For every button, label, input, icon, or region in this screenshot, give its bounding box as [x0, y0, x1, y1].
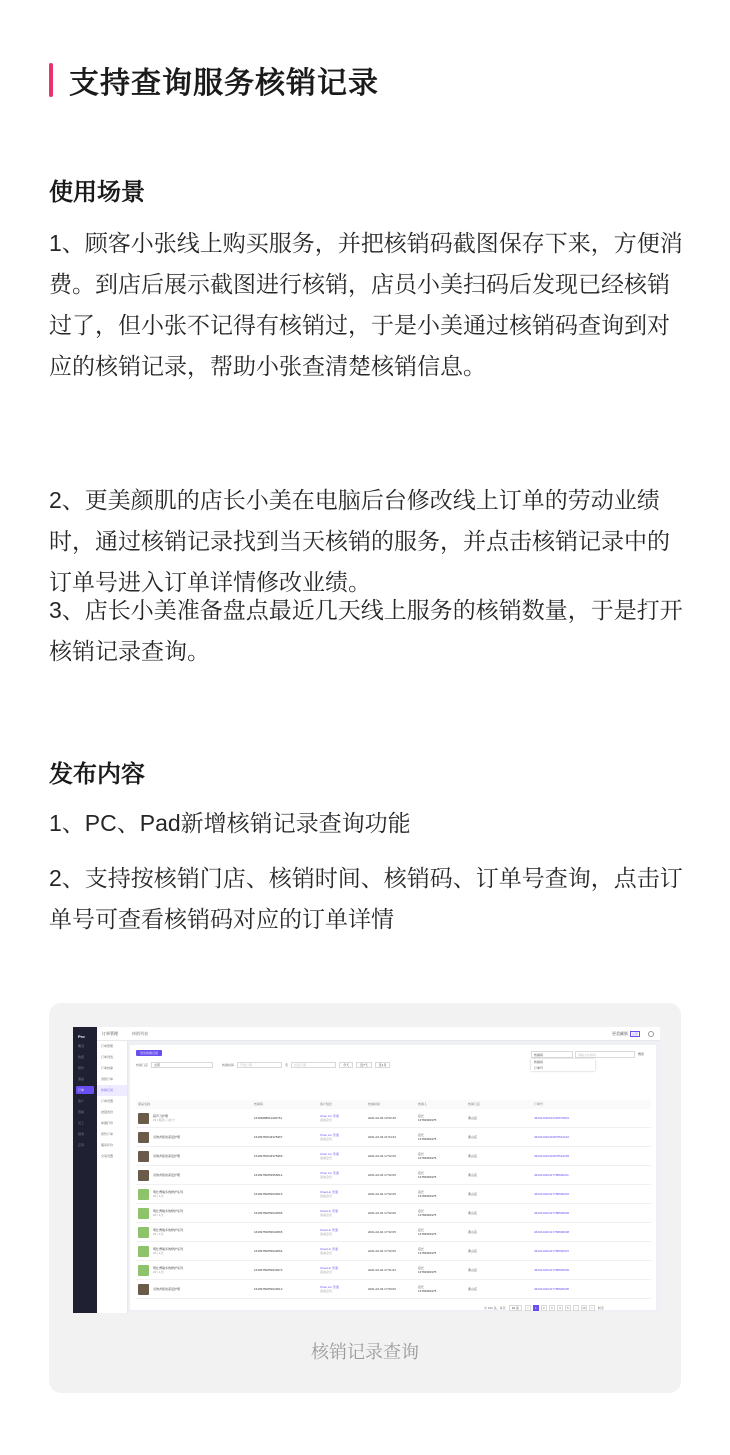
operator-phone: 13784981975 [418, 1194, 437, 1198]
sidebar-item-3[interactable]: 商品 [78, 1077, 85, 1081]
table-row [136, 1261, 651, 1280]
col-store: 核销门店 [468, 1102, 481, 1106]
sidebar-item-8[interactable]: 财务 [78, 1132, 85, 1136]
sub-menu-item-9[interactable]: 服务评价 [101, 1143, 114, 1147]
product-info [153, 1266, 183, 1274]
product-name: 明仕博瑞多效修护系列 [153, 1247, 184, 1251]
cell-order-link[interactable]: 462021020417788990010 [534, 1192, 570, 1196]
product-info [153, 1154, 180, 1158]
topbar-title: 订单管理 [102, 1031, 118, 1036]
goto-label[interactable]: 跳至 [597, 1306, 604, 1310]
col-product: 商品名称 [138, 1102, 151, 1106]
query-input[interactable]: 请输入核销码 [575, 1051, 635, 1058]
cell-customer [320, 1190, 368, 1198]
cell-time: 2021-02-04 21:54:34 [368, 1135, 396, 1139]
customer-link[interactable]: 查看会员 [320, 1270, 333, 1274]
col-time: 核销时间 [368, 1102, 381, 1106]
cell-store: 黄山店 [468, 1230, 478, 1234]
filter-time-label: 核销时间 [222, 1062, 235, 1067]
pagination-total: 共 100 条，每页 [484, 1306, 506, 1310]
cell-time: 2021-02-04 17:52:05 [368, 1249, 396, 1253]
product-thumbnail [138, 1170, 149, 1181]
sidebar-item-9[interactable]: 应用 [78, 1143, 85, 1147]
cell-customer [320, 1285, 368, 1293]
page-button[interactable]: 5 [565, 1305, 571, 1311]
cell-order-link[interactable]: 462021020417788990011 [534, 1173, 569, 1177]
product-name: 双效净肤的深层护理 [153, 1135, 181, 1139]
product-info [153, 1135, 180, 1139]
product-sub: ¥0 | 1次 [153, 1270, 164, 1274]
topbar [97, 1027, 660, 1041]
app-logo: Pro [78, 1034, 85, 1039]
product-name: 明仕博瑞多效修护系列 [153, 1190, 184, 1194]
customer-name[interactable]: ChenLin 普通 [320, 1190, 339, 1194]
table-row [136, 1128, 651, 1147]
sidebar-item-2[interactable]: 预约 [78, 1066, 85, 1070]
cell-product [136, 1208, 254, 1219]
cell-code: 16169750053943016 [254, 1192, 283, 1196]
product-thumbnail [138, 1227, 149, 1238]
product-thumbnail [138, 1132, 149, 1143]
cell-code: 16169750053943013 [254, 1287, 283, 1291]
cell-store: 黄山店 [468, 1287, 478, 1291]
sidebar-item-0[interactable]: 概况 [78, 1044, 85, 1048]
cell-operator [418, 1228, 468, 1236]
cell-product [136, 1284, 254, 1295]
table-row [136, 1204, 651, 1223]
operator-phone: 13784981975 [418, 1213, 437, 1217]
product-sub: ¥0 | 1次 [153, 1213, 164, 1217]
table-row [136, 1280, 651, 1299]
product-name: 超声刀护理 [153, 1114, 169, 1118]
cell-time: 2021-02-06 10:52:46 [368, 1116, 396, 1120]
sub-menu-item-6[interactable]: 批量改价 [101, 1110, 114, 1114]
cell-product [136, 1246, 254, 1257]
cell-operator [418, 1152, 468, 1160]
product-sub: ¥0 | 1次 [153, 1194, 164, 1198]
product-sub: ¥1 | 服务 | 1次卡 [153, 1118, 175, 1122]
cell-code: 16169750044378466 [254, 1154, 283, 1158]
cell-customer [320, 1114, 368, 1122]
col-operator: 核销人 [418, 1102, 428, 1106]
operator-phone: 13784981975 [418, 1270, 437, 1274]
cell-store: 黄山店 [468, 1116, 478, 1120]
cell-operator [418, 1285, 468, 1293]
operator-phone: 13784981975 [418, 1232, 437, 1236]
cell-product [136, 1170, 254, 1181]
product-info [153, 1173, 180, 1177]
store-name: 更美颜肌 [611, 1031, 628, 1036]
cell-operator [418, 1190, 468, 1198]
operator-name: 店长 [418, 1171, 425, 1175]
customer-name[interactable]: Chen Lin 普通 [320, 1152, 339, 1156]
sidebar-item-7[interactable]: 员工 [78, 1121, 85, 1125]
product-name: 双效净肤的深层护理 [153, 1173, 181, 1177]
cell-store: 黄山店 [468, 1268, 478, 1272]
customer-link[interactable]: 查看会员 [320, 1137, 333, 1141]
customer-link[interactable]: 查看会员 [320, 1232, 333, 1236]
product-thumbnail [138, 1189, 149, 1200]
page-buttons [525, 1305, 595, 1311]
cell-order-link[interactable]: 462021020419876543209 [534, 1154, 570, 1158]
sidebar-menu [73, 1042, 97, 1149]
cell-store: 黄山店 [468, 1192, 478, 1196]
operator-phone: 13784981975 [418, 1289, 437, 1293]
customer-link[interactable]: 查看会员 [320, 1118, 333, 1122]
filter-store-label: 核销门店 [136, 1062, 149, 1067]
operator-phone: 13784981975 [418, 1137, 437, 1141]
cell-customer [320, 1266, 368, 1274]
date-start-input[interactable]: 开始日期 [237, 1062, 282, 1068]
table-body [136, 1109, 651, 1299]
page-title: 支持查询服务核销记录 [69, 67, 379, 100]
cell-time: 2021-02-04 17:51:04 [368, 1268, 396, 1272]
customer-link[interactable]: 查看会员 [320, 1175, 333, 1179]
main-panel [130, 1045, 656, 1310]
operator-name: 店长 [418, 1114, 425, 1118]
user-icon[interactable] [648, 1031, 654, 1037]
table-row [136, 1223, 651, 1242]
customer-link[interactable]: 查看会员 [320, 1156, 333, 1160]
product-thumbnail [138, 1265, 149, 1276]
filter-bar [136, 1061, 390, 1068]
sidebar-item-1[interactable]: 收银 [78, 1055, 85, 1059]
sub-menu-item-10[interactable]: 交易设置 [101, 1154, 114, 1158]
cell-product [136, 1189, 254, 1200]
cell-operator [418, 1209, 468, 1217]
sub-menu-item-5[interactable]: 订单设置 [101, 1099, 114, 1103]
customer-name[interactable]: ChenLin 普通 [320, 1209, 339, 1213]
cell-order-link[interactable]: 462021020419876543210 [534, 1135, 570, 1139]
cell-time: 2021-02-04 17:52:05 [368, 1230, 396, 1234]
product-info [153, 1209, 183, 1217]
cell-store: 黄山店 [468, 1249, 478, 1253]
cell-operator [418, 1247, 468, 1255]
product-thumbnail [138, 1284, 149, 1295]
cell-store: 黄山店 [468, 1173, 478, 1177]
page-button[interactable]: 3 [549, 1305, 555, 1311]
query-type-dropdown [531, 1059, 595, 1071]
customer-name[interactable]: Chen Lin 普通 [320, 1285, 339, 1289]
cell-order-link[interactable]: 462021020417788990008 [534, 1230, 570, 1234]
product-name: 明仕博瑞多效修护系列 [153, 1209, 184, 1213]
page-button[interactable]: 10 [582, 1306, 586, 1310]
cell-time: 2021-02-04 17:50:00 [368, 1287, 396, 1291]
export-button[interactable]: 导出核销记录 [136, 1050, 162, 1056]
cell-code: 16169688511326761 [254, 1116, 283, 1120]
cell-customer [320, 1209, 368, 1217]
product-thumbnail [138, 1246, 149, 1257]
cell-code: 16169750053943066 [254, 1211, 283, 1215]
customer-link[interactable]: 查看会员 [320, 1194, 333, 1198]
table-row [136, 1147, 651, 1166]
app-screenshot [73, 1027, 660, 1313]
product-thumbnail [138, 1151, 149, 1162]
operator-name: 店长 [418, 1266, 425, 1270]
product-sub: ¥0 | 1次 [153, 1232, 164, 1236]
cell-order-link[interactable]: 462021020417788990007 [534, 1249, 570, 1253]
product-info [153, 1228, 183, 1236]
operator-name: 店长 [418, 1152, 425, 1156]
product-info [153, 1287, 180, 1291]
screenshot-card [49, 1003, 681, 1393]
operator-phone: 13784981975 [418, 1175, 437, 1179]
dropdown-option-code[interactable]: 核销码 [534, 1060, 544, 1064]
cell-product [136, 1227, 254, 1238]
cell-product [136, 1265, 254, 1276]
cell-product [136, 1151, 254, 1162]
customer-name[interactable]: Chen Lin 普通 [320, 1114, 339, 1118]
range-1month-button[interactable]: 近1月 [375, 1062, 391, 1068]
operator-name: 店长 [418, 1285, 425, 1289]
range-7days-button[interactable]: 近7天 [356, 1062, 372, 1068]
cell-customer [320, 1247, 368, 1255]
customer-link[interactable]: 查看会员 [320, 1251, 333, 1255]
customer-name[interactable]: ChenLin 普通 [320, 1247, 339, 1251]
sidebar-item-4[interactable]: 订单 [76, 1086, 94, 1094]
dropdown-option-order[interactable]: 订单号 [534, 1066, 544, 1070]
records-table [136, 1100, 651, 1299]
customer-name[interactable]: Chen Lin 普通 [320, 1133, 339, 1137]
table-row [136, 1185, 651, 1204]
cell-time: 2021-02-04 17:52:05 [368, 1192, 396, 1196]
cell-order-link[interactable]: 462021020417788990005 [534, 1287, 570, 1291]
cell-operator [418, 1171, 468, 1179]
customer-name[interactable]: ChenLin 普通 [320, 1266, 339, 1270]
customer-name[interactable]: Chen Lin 普通 [320, 1171, 339, 1175]
cell-customer [320, 1228, 368, 1236]
sub-menu-item-8[interactable]: 预约订单 [101, 1132, 114, 1136]
page-button[interactable]: > [589, 1305, 595, 1311]
cell-operator [418, 1266, 468, 1274]
page-button[interactable]: 2 [541, 1305, 547, 1311]
cell-order-link[interactable]: 462021020417788990009 [534, 1211, 570, 1215]
release-heading: 发布内容 [49, 761, 145, 788]
cell-code: 16169750053943065 [254, 1230, 283, 1234]
customer-name[interactable]: ChenLin 普通 [320, 1228, 339, 1232]
operator-name: 店长 [418, 1209, 425, 1213]
tab-verification-list[interactable]: 核销列表 [132, 1031, 148, 1036]
cell-store: 黄山店 [468, 1211, 478, 1215]
usage-heading: 使用场景 [49, 179, 145, 206]
sub-menu-item-0[interactable]: 订单管理 [101, 1044, 114, 1048]
page-button[interactable]: < [525, 1305, 531, 1311]
cell-code: 16169750053943064 [254, 1249, 283, 1253]
cell-product [136, 1113, 254, 1124]
sidebar [73, 1027, 97, 1313]
cell-time: 2021-02-04 17:52:05 [368, 1173, 396, 1177]
cell-operator [418, 1133, 468, 1141]
pagination [484, 1305, 604, 1311]
cell-time: 2021-02-04 17:52:05 [368, 1154, 396, 1158]
operator-name: 店长 [418, 1133, 425, 1137]
date-end-input[interactable]: 结束日期 [291, 1062, 336, 1068]
sub-menu-item-3[interactable]: 退款订单 [101, 1077, 114, 1081]
page-button[interactable]: 4 [557, 1305, 563, 1311]
usage-paragraph-1: 1、顾客小张线上购买服务，并把核销码截图保存下来，方便消费。到店后展示截图进行核销，店员小美扫码后发现已经核销过了，但小张不记得有核销过，于是小美通过核销码查询到对应的核销记录，帮助小张查清楚核销信息。 [49, 230, 683, 379]
cell-code: 16169750053956614 [254, 1173, 283, 1177]
product-name: 明仕博瑞多效修护系列 [153, 1228, 184, 1232]
cell-order-link[interactable]: 462021020417788990006 [534, 1268, 570, 1272]
cell-store: 黄山店 [468, 1135, 478, 1139]
col-order: 订单号 [534, 1102, 544, 1106]
customer-link[interactable]: 查看会员 [320, 1213, 333, 1217]
cell-customer [320, 1133, 368, 1141]
store-select[interactable]: 全部 [151, 1062, 213, 1068]
cell-code: 16169750053943073 [254, 1268, 283, 1272]
date-separator: 至 [285, 1062, 289, 1067]
product-sub: ¥0 | 1次 [153, 1251, 164, 1255]
store-tag: 总部 [631, 1032, 638, 1036]
cell-product [136, 1132, 254, 1143]
customer-link[interactable]: 查看会员 [320, 1289, 333, 1293]
operator-phone: 13784981975 [418, 1156, 437, 1160]
col-customer: 客户信息 [320, 1102, 333, 1106]
sidebar-item-6[interactable]: 营销 [78, 1110, 85, 1114]
sub-menu-item-4[interactable]: 核销记录 [97, 1085, 127, 1096]
cell-time: 2021-02-04 17:52:05 [368, 1211, 396, 1215]
product-thumbnail [138, 1208, 149, 1219]
release-paragraph-2: 2、支持按核销门店、核销时间、核销码、订单号查询，点击订单号可查看核销码对应的订单详情 [49, 865, 683, 932]
store-switcher[interactable] [612, 1031, 640, 1037]
product-name: 明仕博瑞多效修护系列 [153, 1266, 184, 1270]
operator-name: 店长 [418, 1228, 425, 1232]
product-name: 双效净肤的深层护理 [153, 1154, 181, 1158]
operator-phone: 13784981975 [418, 1251, 437, 1255]
release-paragraph-1: 1、PC、Pad新增核销记录查询功能 [49, 810, 411, 836]
product-name: 双效净肤的深层护理 [153, 1287, 181, 1291]
sub-menu-item-2[interactable]: 订单结算 [101, 1066, 114, 1070]
table-row [136, 1109, 651, 1128]
product-thumbnail [138, 1113, 149, 1124]
search-button[interactable]: 搜索 [638, 1052, 645, 1056]
title-accent-bar [49, 63, 53, 97]
page-size-select[interactable]: 10 条 [509, 1305, 522, 1311]
sidebar-item-5[interactable]: 客户 [78, 1099, 85, 1103]
sub-menu [97, 1041, 128, 1313]
usage-paragraph-2: 2、更美颜肌的店长小美在电脑后台修改线上订单的劳动业绩时，通过核销记录找到当天核销的服务，并点击核销记录中的订单号进入订单详情修改业绩。 [49, 487, 670, 595]
col-code: 核销码 [254, 1102, 264, 1106]
product-info [153, 1114, 175, 1122]
query-type-select[interactable]: 核销码 [531, 1051, 573, 1058]
product-info [153, 1190, 183, 1198]
product-info [153, 1247, 183, 1255]
cell-order-link[interactable]: 462021020612345678901 [534, 1116, 570, 1120]
operator-name: 店长 [418, 1247, 425, 1251]
table-row [136, 1242, 651, 1261]
page-button[interactable]: ... [574, 1306, 578, 1310]
cell-store: 黄山店 [468, 1154, 478, 1158]
cell-operator [418, 1114, 468, 1122]
cell-customer [320, 1152, 368, 1160]
usage-paragraph-3: 3、店长小美准备盘点最近几天线上服务的核销数量，于是打开核销记录查询。 [49, 597, 683, 664]
range-today-button[interactable]: 今天 [339, 1062, 353, 1068]
cell-customer [320, 1171, 368, 1179]
screenshot-caption: 核销记录查询 [311, 1342, 419, 1362]
cell-code: 16169750044378467 [254, 1135, 283, 1139]
page-button[interactable]: 1 [533, 1305, 539, 1311]
operator-phone: 13784981975 [418, 1118, 437, 1122]
sub-menu-item-7[interactable]: 单据打印 [101, 1121, 114, 1125]
table-row [136, 1166, 651, 1185]
sub-menu-item-1[interactable]: 订单列表 [101, 1055, 114, 1059]
operator-name: 店长 [418, 1190, 425, 1194]
table-header [136, 1100, 651, 1109]
page-title-row [49, 60, 379, 100]
